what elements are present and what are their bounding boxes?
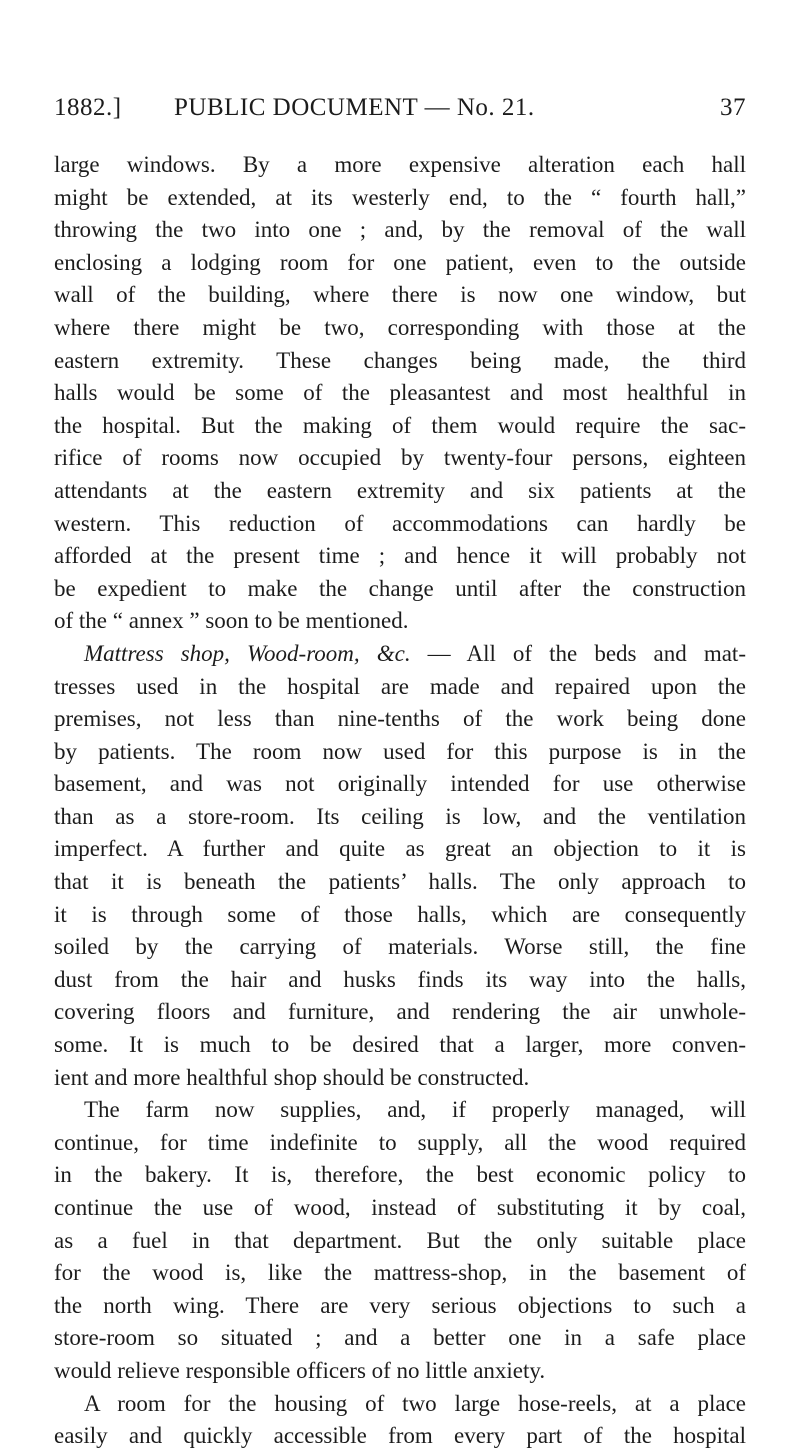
text-line: as a fuel in that department. But the only suitable place xyxy=(54,1227,746,1253)
running-header xyxy=(54,94,746,130)
text-line: it is through some of those halls, which are consequently xyxy=(54,901,746,927)
text-line: where there might be two, corresponding with those at the xyxy=(54,314,746,340)
text-line: in the bakery. It is, therefore, the best economic policy to xyxy=(54,1162,746,1188)
text-line: covering floors and furniture, and rendering the air unwhole- xyxy=(54,999,746,1025)
page-number: 37 xyxy=(720,94,746,121)
text-line: large windows. By a more expensive alteration each hall xyxy=(54,152,746,177)
text-line: basement, and was not originally intended for use otherwise xyxy=(54,771,746,797)
text-line: of the “ annex ” soon to be mentioned. xyxy=(54,608,409,634)
text-span: — All of the beds and mat- xyxy=(410,640,746,666)
text-line: for the wood is, like the mattress-shop, in the basement of xyxy=(54,1260,746,1286)
paragraph-first-line: The farm now supplies, and, if properly managed, will xyxy=(84,1097,746,1123)
text-line: might be extended, at its westerly end, to the “ fourth hall,” xyxy=(54,184,746,210)
text-line: rifice of rooms now occupied by twenty-four persons, eighteen xyxy=(54,445,746,471)
text-line: the hospital. But the making of them would require the sac- xyxy=(54,412,746,438)
text-line: ient and more healthful shop should be constructed. xyxy=(54,1064,530,1090)
section-heading: Mattress shop, Wood-room, &c. xyxy=(84,640,411,666)
text-line: wall of the building, where there is now one window, but xyxy=(54,282,746,308)
text-line: some. It is much to be desired that a larger, more conven- xyxy=(54,1032,746,1058)
text-line: tresses used in the hospital are made and repaired upon the xyxy=(54,673,746,699)
text-line: continue, for time indefinite to supply, all the wood required xyxy=(54,1129,746,1155)
text-line: halls would be some of the pleasantest and most healthful in xyxy=(54,380,746,406)
paragraph-first-line: A room for the housing of two large hose-reels, at a place xyxy=(84,1390,746,1416)
text-line: enclosing a lodging room for one patient, even to the outside xyxy=(54,249,746,275)
text-line: by patients. The room now used for this purpose is in the xyxy=(54,738,746,764)
header-title: PUBLIC DOCUMENT — No. 21. xyxy=(174,94,535,121)
text-line: continue the use of wood, instead of substituting it by coal, xyxy=(54,1195,746,1220)
text-line: premises, not less than nine-tenths of the work being done xyxy=(54,706,746,732)
text-line: throwing the two into one ; and, by the removal of the wall xyxy=(54,217,746,243)
text-line: western. This reduction of accommodations can hardly be xyxy=(54,510,746,536)
text-line: than as a store-room. Its ceiling is low, and the ventilation xyxy=(54,803,746,829)
text-line: store-room so situated ; and a better one in a safe place xyxy=(54,1325,746,1351)
text-line: the north wing. There are very serious objections to such a xyxy=(54,1292,746,1318)
text-line: eastern extremity. These changes being made, the third xyxy=(54,347,746,373)
text-line: be expedient to make the change until after the construction xyxy=(54,575,746,601)
text-line: imperfect. A further and quite as great an objection to it is xyxy=(54,836,746,862)
text-line: afforded at the present time ; and hence it will probably not xyxy=(54,543,746,569)
text-line: dust from the hair and husks finds its way into the halls, xyxy=(54,966,746,992)
text-line: would relieve responsible officers of no little anxiety. xyxy=(54,1357,546,1383)
text-line: that it is beneath the patients’ halls. The only approach to xyxy=(54,869,746,895)
text-line: easily and quickly accessible from every part of the hospital xyxy=(54,1423,746,1449)
text-line: attendants at the eastern extremity and six patients at the xyxy=(54,477,746,503)
header-year: 1882.] xyxy=(54,94,122,121)
text-line: soiled by the carrying of materials. Worse still, the fine xyxy=(54,934,746,960)
body-text xyxy=(54,149,746,1453)
paragraph-first-line xyxy=(54,638,746,671)
